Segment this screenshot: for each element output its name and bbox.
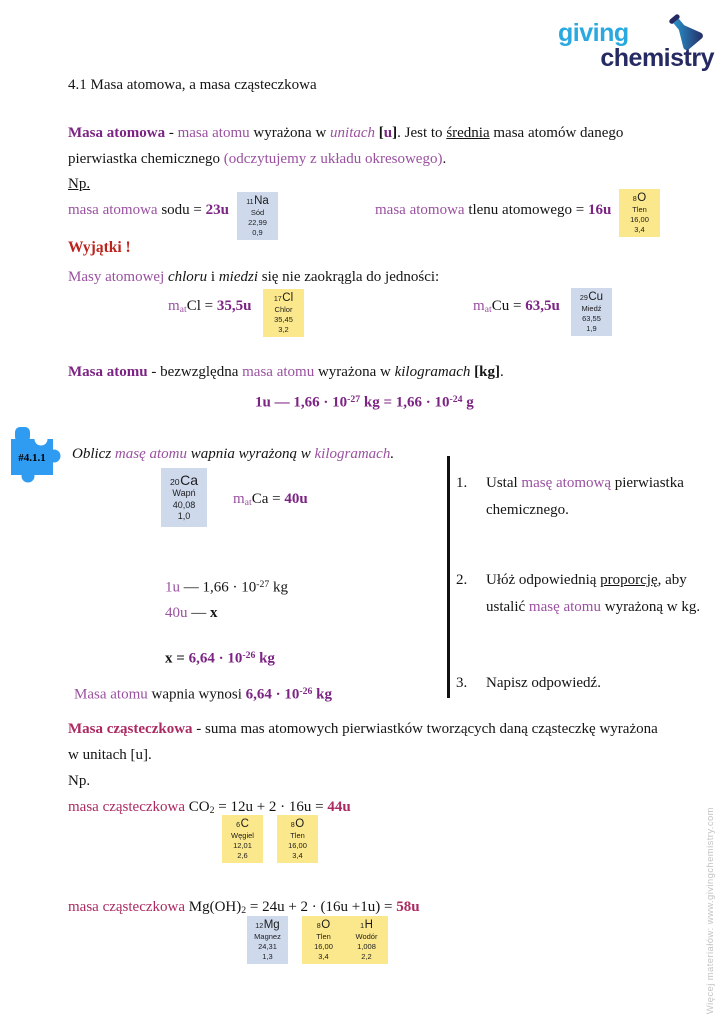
element-mass: 63,55	[582, 313, 601, 323]
proportion-line-2: 40u — x	[165, 605, 218, 621]
step-2	[456, 567, 708, 621]
element-name: Sód	[250, 208, 265, 218]
element-symbol: 6C	[236, 818, 249, 830]
exercise-number: #4.1.1	[18, 452, 46, 464]
element-electronegativity: 3,2	[278, 324, 289, 334]
step-text: Napisz odpowiedź.	[486, 675, 601, 691]
step-text: Ułóż odpowiednią proporcję, aby ustalić masę atomu wyrażoną w kg.	[486, 572, 701, 615]
step-number: 1.	[456, 475, 468, 491]
element-symbol: 20Ca	[169, 472, 199, 488]
element-symbol: 11Na	[246, 195, 269, 207]
example-label-1: Np.	[68, 176, 91, 192]
element-tile-calcium	[161, 468, 207, 527]
element-mass: 16,00	[314, 941, 333, 951]
element-mass: 16,00	[288, 840, 307, 850]
element-electronegativity: 2,6	[237, 850, 248, 860]
element-name: Tlen	[316, 932, 331, 942]
oxygen-atomic-mass-line: masa atomowa tlenu atomowego = 16u	[375, 202, 612, 218]
element-electronegativity: 3,4	[634, 224, 645, 234]
element-symbol: 29Cu	[579, 291, 604, 303]
element-symbol: 8O	[632, 192, 647, 204]
copper-mass-line: matCu = 63,5u	[473, 298, 560, 315]
element-name: Wapń	[172, 488, 196, 499]
element-mass: 22,99	[248, 217, 267, 227]
element-symbol: 17Cl	[273, 292, 294, 304]
element-tile-oxygen-3	[302, 919, 345, 961]
element-name: Tlen	[632, 205, 647, 215]
logo-word-giving: giving	[558, 19, 629, 47]
element-name: Węgiel	[231, 831, 254, 841]
element-mass: 24,31	[258, 941, 277, 951]
sodium-atomic-mass-line: masa atomowa sodu = 23u	[68, 202, 229, 218]
element-mass: 40,08	[172, 499, 196, 510]
result-line: $x = 6,64 \cdot 10^{-26}$ kg	[165, 650, 275, 667]
element-tile-carbon	[222, 815, 263, 863]
element-symbol: 8O	[290, 818, 305, 830]
brand-logo	[546, 10, 716, 76]
definition-atomic-mass-line1: Masa atomowa - masa atomu wyrażona w unitach [u]. Jest to średnia masa atomów danego	[68, 125, 624, 141]
unit-conversion-equation: 1u — $1,66 \cdot 10^{-27}$ kg = $1,66 \cdot 10^{-24}$ g	[255, 394, 474, 411]
definition-atom-mass: Masa atomu - bezwzględna masa atomu wyrażona w kilogramach [kg].	[68, 364, 504, 380]
element-tile-oxygen	[619, 189, 660, 237]
element-name: Chlor	[274, 305, 293, 315]
definition-molecular-mass-line1: Masa cząsteczkowa - suma mas atomowych pierwiastków tworzących daną cząsteczkę wyrażona	[68, 721, 658, 737]
element-electronegativity: 0,9	[252, 227, 263, 237]
element-electronegativity: 3,4	[318, 951, 329, 961]
example-label-2: Np.	[68, 773, 91, 789]
footer-watermark: Więcej materiałów: www.givingchemistry.com	[705, 806, 716, 1014]
element-mass: 1,008	[357, 941, 376, 951]
step-number: 3.	[456, 675, 468, 691]
step-number: 2.	[456, 572, 468, 588]
element-tile-magnesium	[247, 916, 288, 964]
element-name: Tlen	[290, 831, 305, 841]
step-3	[456, 670, 708, 697]
element-symbol: 8O	[316, 919, 331, 931]
chlorine-mass-line: matCl = 35,5u	[168, 298, 252, 315]
element-tile-chlorine	[263, 289, 304, 337]
answer-sentence: Masa atomu wapnia wynosi $6,64 \cdot 10^{-26}$ kg	[74, 686, 332, 703]
element-electronegativity: 1,3	[262, 951, 273, 961]
element-electronegativity: 1,9	[586, 323, 597, 333]
element-symbol: 12Mg	[255, 919, 280, 931]
element-name: Magnez	[254, 932, 281, 942]
exceptions-sentence: Masy atomowej chloru i miedzi się nie zaokrągla do jedności:	[68, 269, 440, 285]
element-name: Wodór	[355, 932, 378, 942]
definition-molecular-mass-line2: w unitach [u].	[68, 747, 152, 763]
proportion-line-1: 1u — $1,66 \cdot 10^{-27}$ kg	[165, 579, 288, 596]
exceptions-heading: Wyjątki !	[68, 239, 131, 256]
element-name: Miedź	[581, 304, 602, 314]
element-tile-hydrogen	[345, 919, 388, 961]
element-mass: 16,00	[630, 214, 649, 224]
page-title: 4.1 Masa atomowa, a masa cząsteczkowa	[68, 77, 317, 93]
element-electronegativity: 2,2	[361, 951, 372, 961]
element-tile-sodium	[237, 192, 278, 240]
element-electronegativity: 3,4	[292, 850, 303, 860]
calcium-mass-line: matCa = 40u	[233, 491, 308, 508]
exercise-puzzle-icon	[8, 425, 64, 487]
element-tile-oxygen-2	[277, 815, 318, 863]
exercise-prompt: Oblicz masę atomu wapnia wyrażoną w kilogramach.	[72, 446, 395, 462]
step-1	[456, 470, 708, 524]
element-electronegativity: 1,0	[177, 511, 191, 522]
element-mass: 35,45	[274, 314, 293, 324]
vertical-divider	[447, 456, 450, 698]
definition-atomic-mass-line2: pierwiastka chemicznego (odczytujemy z układu okresowego).	[68, 151, 447, 167]
logo-word-chemistry: chemistry	[600, 44, 714, 72]
element-mass: 12,01	[233, 840, 252, 850]
element-tile-oxygen-hydrogen	[302, 916, 388, 964]
mgoh2-molecular-mass-line: masa cząsteczkowa Mg(OH)2 = 24u + 2 · (16u +1u) = 58u	[68, 899, 420, 916]
step-text: Ustal masę atomową pierwiastka chemicznego.	[486, 475, 684, 518]
co2-molecular-mass-line: masa cząsteczkowa CO2 = 12u + 2 · 16u = 44u	[68, 799, 351, 816]
element-tile-copper	[571, 288, 612, 336]
element-symbol: 1H	[360, 919, 373, 931]
